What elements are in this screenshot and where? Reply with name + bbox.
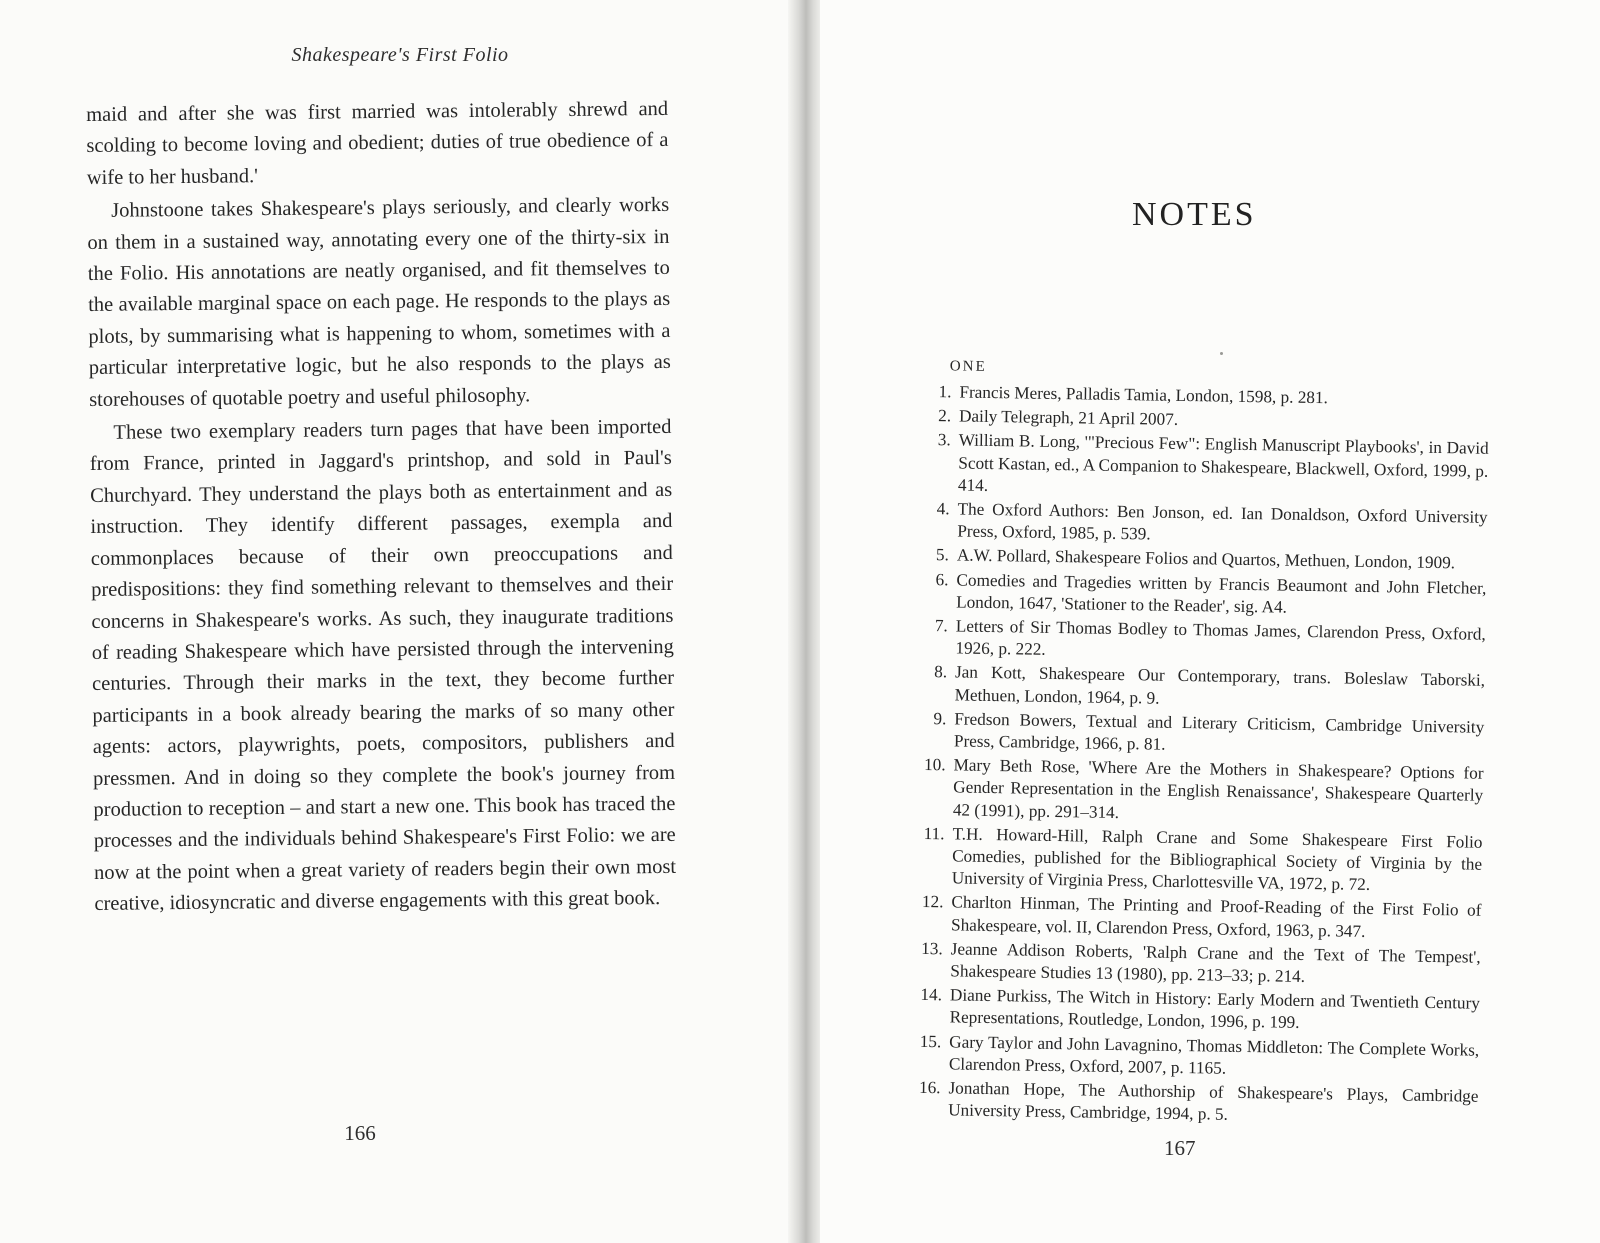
note-text: Fredson Bowers, Textual and Literary Criticism, Cambridge University Press, Cambridge, 1966, p. 81. (953, 709, 1485, 754)
page-number-right: 167 (1164, 1136, 1196, 1160)
note-number: 3. (937, 430, 951, 450)
body-text (86, 94, 677, 921)
note-number: 5. (935, 545, 950, 565)
note-text: Jan Kott, Shakespeare Our Contemporary, trans. Boleslaw Taborski, Methuen, London, 1964, p. 9. (954, 662, 1486, 708)
note-14 (919, 984, 1480, 1037)
note-number: 1. (938, 382, 952, 402)
note-number: 2. (938, 406, 952, 426)
note-text: Letters of Sir Thomas Bodley to Thomas James, Clarendon Press, Oxford, 1926, p. 222. (955, 616, 1486, 660)
note-text: A.W. Pollard, Shakespeare Folios and Quartos, Methuen, London, 1909. (956, 545, 1456, 573)
note-number: 11. (923, 823, 945, 844)
note-11 (922, 823, 1483, 898)
note-text: William B. Long, '"Precious Few": English Manuscript Playbooks', in David Scott Kastan, ed., A Companion to Shakespeare, Blackwell, Oxford, 1999, p. 414. (957, 430, 1489, 495)
note-6 (926, 569, 1487, 622)
note-12 (921, 891, 1482, 944)
note-number: 13. (921, 938, 943, 959)
note-number: 6. (935, 569, 949, 589)
note-10 (923, 754, 1484, 829)
note-text: Jeanne Addison Roberts, 'Ralph Crane and the Text of The Tempest', Shakespeare Studies 13 (1980), pp. 213–33; p. 214. (950, 939, 1481, 987)
note-number: 10. (923, 755, 946, 775)
note-text: Comedies and Tragedies written by Francis Beaumont and John Fletcher, London, 1647, 'Stationer to the Reader', sig. A4. (956, 570, 1487, 617)
note-number: 14. (920, 985, 943, 1005)
paragraph-2: Johnstoone takes Shakespeare's plays seriously, and clearly works on them in a sustained way, annotating every one of the thirty-six in the Folio. His annotations are neatly organised, and fit themselves to the available marginal space on each page. He responds to the plays as plots, by summarising what is happening to whom, sometimes with a particular interpretative logic, but he also responds to the plays as storehouses of quotable poetry and useful philosophy. (87, 194, 671, 411)
note-number: 4. (936, 499, 950, 519)
running-head: Shakespeare's First Folio (291, 44, 509, 66)
note-text: T.H. Howard-Hill, Ralph Crane and Some Shakespeare First Folio Comedies, published for the Bibliographical Society of Virginia by the University of Virginia Press, Charlottesville VA, 1972, p. 72. (951, 824, 1483, 895)
note-number: 8. (934, 662, 948, 682)
page-number-left: 166 (344, 1121, 376, 1145)
note-15 (919, 1031, 1480, 1084)
note-16 (918, 1077, 1479, 1130)
notes-title: NOTES (1132, 196, 1257, 233)
paper-speck (1220, 352, 1223, 355)
note-text: Daily Telegraph, 21 April 2007. (958, 406, 1179, 430)
note-13 (920, 938, 1481, 991)
note-3 (928, 429, 1489, 504)
section-label: ONE (949, 358, 987, 375)
note-text: Gary Taylor and John Lavagnino, Thomas Middleton: The Complete Works, Clarendon Press, Oxford, 2007, p. 1165. (948, 1032, 1480, 1078)
note-text: Charlton Hinman, The Printing and Proof-Reading of the First Folio of Shakespeare, vol. II, Clarendon Press, Oxford, 1963, p. 347. (950, 892, 1482, 941)
note-text: Francis Meres, Palladis Tamia, London, 1598, p. 281. (959, 382, 1329, 408)
note-4 (927, 498, 1488, 551)
note-8 (925, 661, 1486, 714)
book-gutter (788, 0, 824, 1243)
note-number: 16. (918, 1078, 941, 1098)
paragraph-1: maid and after she was first married was intolerably shrewd and scolding to become loving and obedient; duties of true obedience of a wife to her husband.' (86, 97, 669, 189)
note-9 (924, 708, 1485, 761)
note-text: Jonathan Hope, The Authorship of Shakespeare's Plays, Cambridge University Press, Cambridge, 1994, p. 5. (948, 1078, 1479, 1125)
note-number: 7. (934, 616, 948, 636)
note-7 (925, 615, 1486, 668)
note-text: The Oxford Authors: Ben Jonson, ed. Ian Donaldson, Oxford University Press, Oxford, 1985, p. 539. (957, 499, 1488, 544)
note-text: Diane Purkiss, The Witch in History: Early Modern and Twentieth Century Representations, Routledge, London, 1996, p. 199. (949, 985, 1481, 1033)
paragraph-3: These two exemplary readers turn pages that have been imported from France, printed in Jaggard's printshop, and sold in Paul's Churchyard. They understand the plays both as entertainment and as instruction. They identify different passages, exempla and commonplaces because of their own preoccupations and predispositions: they find something relevant to themselves and their concerns in Shakespeare's works. As such, they inaugurate traditions of reading Shakespeare which have persisted through the intervening centuries. Through their marks in the text, they become further participants in a book already bearing the marks of so many other agents: actors, playwrights, poets, compositors, publishers and pressmen. And in doing so they complete the book's journey from production to reception – and start a new one. This book has traced the processes and the individuals behind Shakespeare's First Folio: we are now at the point when a great variety of readers begin their own most creative, idiosyncratic and diverse engagements with this great book. (89, 415, 677, 916)
notes-list (918, 358, 1490, 1132)
note-number: 12. (921, 892, 944, 912)
note-number: 15. (919, 1031, 942, 1051)
note-number: 9. (933, 708, 947, 729)
note-text: Mary Beth Rose, 'Where Are the Mothers in Shakespeare? Options for Gender Representation in the English Renaissance', Shakespeare Quarterly 42 (1991), pp. 291–314. (952, 755, 1484, 822)
